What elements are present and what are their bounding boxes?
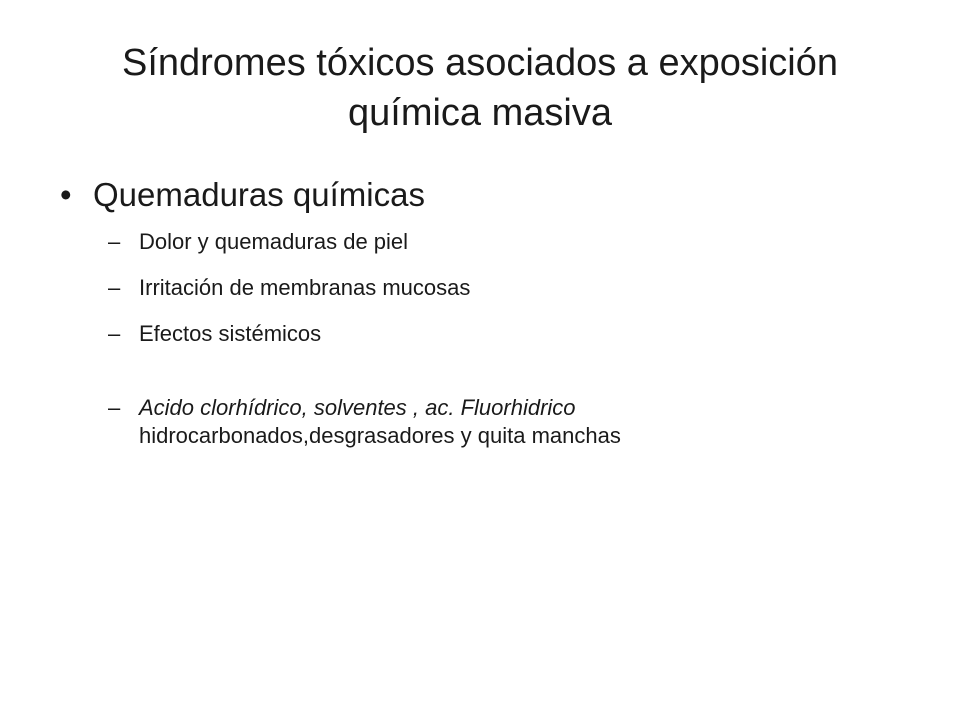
slide-title [48, 38, 912, 138]
bullet-marker: • [60, 176, 72, 213]
sub-item-text: Irritación de membranas mucosas [139, 275, 471, 300]
sub-item-dolor [60, 228, 920, 256]
slide-content [60, 172, 920, 468]
sub-item-text: Dolor y quemaduras de piel [139, 229, 409, 254]
title-line-2: química masiva [348, 92, 612, 134]
sub-item-efectos [60, 320, 920, 348]
examples-line-2: hidrocarbonados,desgrasadores y quita manchas [139, 423, 621, 448]
examples-line-1: Acido clorhídrico, solventes , ac. Fluorhidrico [139, 395, 576, 420]
sub-list [60, 228, 920, 450]
dash-marker: – [108, 321, 121, 346]
sub-item-ejemplos [60, 394, 920, 450]
bullet-text: Quemaduras químicas [93, 176, 425, 213]
sub-item-irritacion [60, 274, 920, 302]
dash-marker: – [108, 395, 121, 420]
dash-marker: – [108, 275, 121, 300]
bullet-quemaduras [60, 172, 920, 218]
sub-item-text: Efectos sistémicos [139, 321, 322, 346]
title-line-1: Síndromes tóxicos asociados a exposición [121, 42, 839, 84]
dash-marker: – [108, 229, 121, 254]
